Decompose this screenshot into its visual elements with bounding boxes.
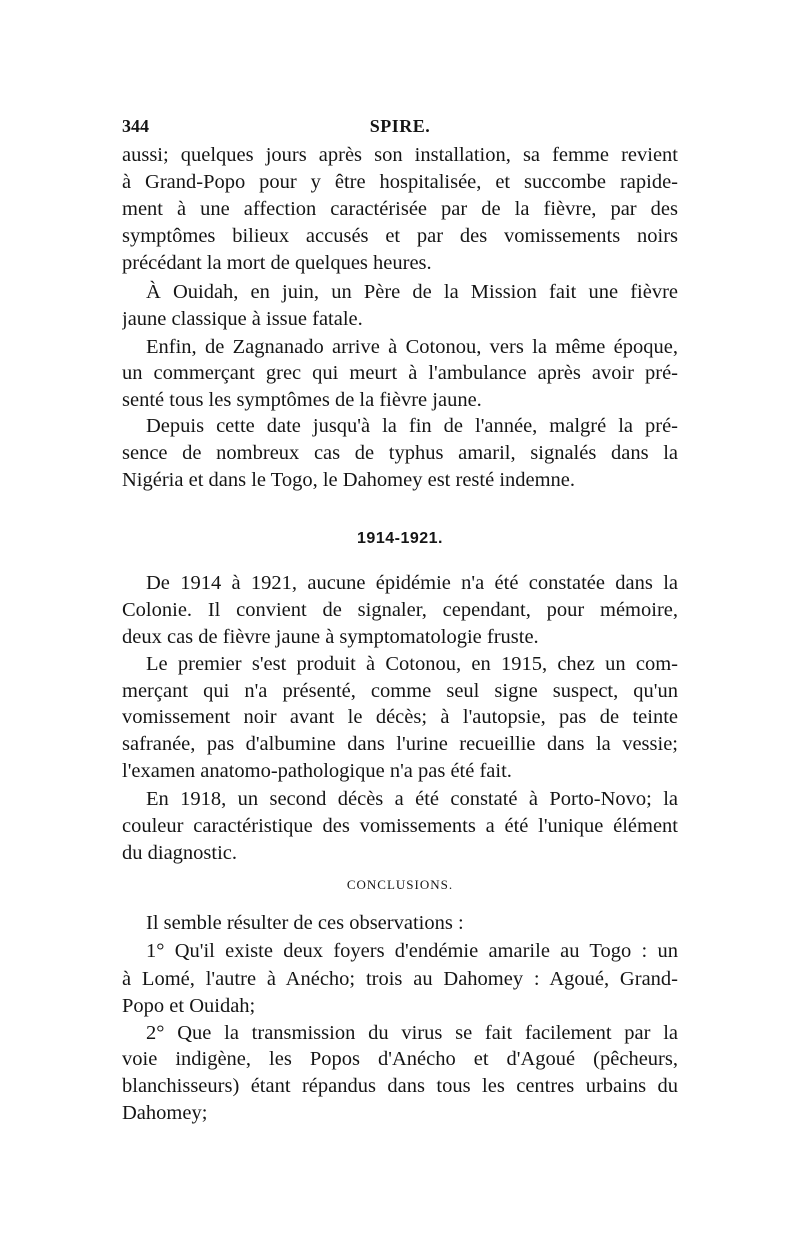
text-line: blanchisseurs) étant répandus dans tous les centres urbains du (122, 1075, 678, 1097)
text-line: vomissement noir avant le décès; à l'autopsie, pas de teinte (122, 706, 678, 728)
text-line: Popo et Ouidah; (122, 995, 256, 1017)
text-line: deux cas de fièvre jaune à symptomatologie fruste. (122, 626, 539, 648)
text-line: jaune classique à issue fatale. (122, 308, 363, 330)
text-line: safranée, pas d'albumine dans l'urine recueillie dans la vessie; (122, 733, 678, 755)
text-line: voie indigène, les Popos d'Anécho et d'Agoué (pêcheurs, (122, 1048, 678, 1070)
text-line: sence de nombreux cas de typhus amaril, signalés dans la (122, 442, 678, 464)
text-line: l'examen anatomo-pathologique n'a pas été fait. (122, 760, 512, 782)
text-line: senté tous les symptômes de la fièvre jaune. (122, 389, 482, 411)
text-line: à Lomé, l'autre à Anécho; trois au Dahomey : Agoué, Grand- (122, 968, 678, 990)
text-line: En 1918, un second décès a été constaté à Porto-Novo; la (146, 788, 678, 810)
text-line: aussi; quelques jours après son installation, sa femme revient (122, 144, 678, 166)
section-heading-period: 1914-1921. (357, 530, 443, 547)
text-line: ment à une affection caractérisée par de la fièvre, par des (122, 198, 678, 220)
text-line: De 1914 à 1921, aucune épidémie n'a été constatée dans la (146, 572, 678, 594)
text-line: un commerçant grec qui meurt à l'ambulance après avoir pré- (122, 362, 678, 384)
text-line: Nigéria et dans le Togo, le Dahomey est resté indemne. (122, 469, 576, 491)
text-line: merçant qui n'a présenté, comme seul signe suspect, qu'un (122, 680, 678, 702)
text-line: Enfin, de Zagnanado arrive à Cotonou, vers la même époque, (146, 336, 678, 358)
text-line: couleur caractéristique des vomissements a été l'unique élément (122, 815, 678, 837)
text-line: à Grand-Popo pour y être hospitalisée, et succombe rapide- (122, 171, 678, 193)
text-line: 2° Que la transmission du virus se fait facilement par la (146, 1022, 678, 1044)
text-line: À Ouidah, en juin, un Père de la Mission fait une fièvre (146, 281, 678, 303)
text-line: du diagnostic. (122, 842, 238, 864)
text-line: Le premier s'est produit à Cotonou, en 1915, chez un com- (146, 653, 678, 675)
text-line: Depuis cette date jusqu'à la fin de l'année, malgré la pré- (146, 415, 678, 437)
running-title: SPIRE. (369, 116, 431, 136)
text-line: précédant la mort de quelques heures. (122, 252, 432, 274)
section-heading-conclusions: CONCLUSIONS. (346, 877, 454, 892)
text-line: Colonie. Il convient de signaler, cependant, pour mémoire, (122, 599, 678, 621)
text-line: symptômes bilieux accusés et par des vomissements noirs (122, 225, 678, 247)
text-line: Dahomey; (122, 1102, 208, 1124)
text-line: 1° Qu'il existe deux foyers d'endémie amarile au Togo : un (146, 940, 678, 962)
page-header (122, 116, 678, 138)
page-number: 344 (122, 116, 149, 136)
text-line: Il semble résulter de ces observations : (146, 912, 464, 934)
